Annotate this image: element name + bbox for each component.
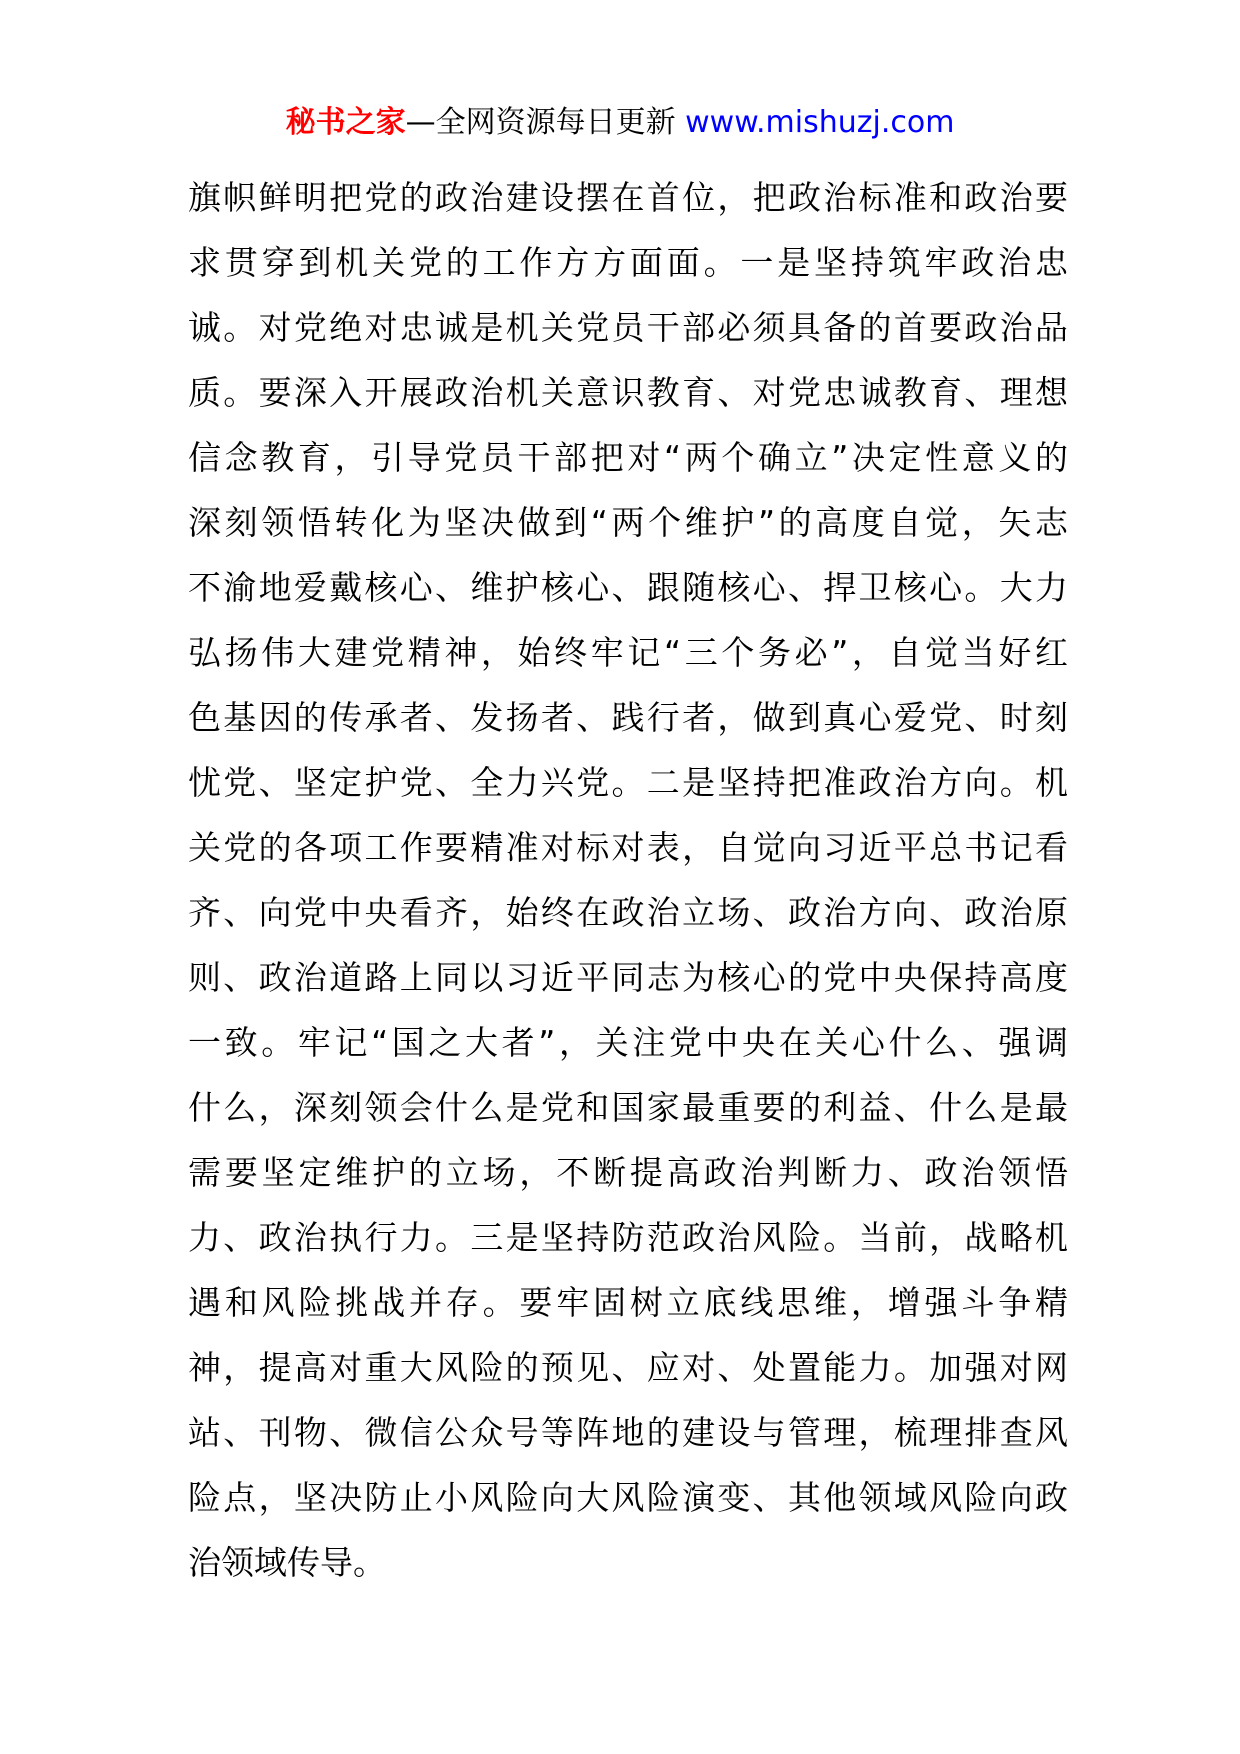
body-line: 弘扬伟大建党精神，始终牢记“三个务必”，自觉当好红 (188, 633, 1068, 672)
document-body (188, 165, 1068, 1595)
page-header (0, 103, 1240, 143)
body-line: 站、刊物、微信公众号等阵地的建设与管理，梳理排查风 (188, 1413, 1068, 1452)
body-line: 什么，深刻领会什么是党和国家最重要的利益、什么是最 (188, 1088, 1068, 1127)
body-line: 齐、向党中央看齐，始终在政治立场、政治方向、政治原 (188, 893, 1068, 932)
header-tagline: —全网资源每日更新 (405, 105, 676, 140)
body-line: 险点，坚决防止小风险向大风险演变、其他领域风险向政 (188, 1478, 1068, 1517)
body-line: 一致。牢记“国之大者”，关注党中央在关心什么、强调 (188, 1023, 1068, 1062)
body-line: 质。要深入开展政治机关意识教育、对党忠诚教育、理想 (188, 373, 1068, 412)
body-line: 忧党、坚定护党、全力兴党。二是坚持把准政治方向。机 (188, 763, 1068, 802)
body-line: 神，提高对重大风险的预见、应对、处置能力。加强对网 (188, 1348, 1068, 1387)
body-line: 深刻领悟转化为坚决做到“两个维护”的高度自觉，矢志 (188, 503, 1068, 542)
body-line: 则、政治道路上同以习近平同志为核心的党中央保持高度 (188, 958, 1068, 997)
body-line: 旗帜鲜明把党的政治建设摆在首位，把政治标准和政治要 (188, 178, 1068, 217)
website-link[interactable]: www.mishuzj.com (685, 105, 955, 140)
brand-name: 秘书之家 (285, 105, 406, 140)
body-line: 力、政治执行力。三是坚持防范政治风险。当前，战略机 (188, 1218, 1068, 1257)
body-line: 需要坚定维护的立场，不断提高政治判断力、政治领悟 (188, 1153, 1068, 1192)
body-line: 求贯穿到机关党的工作方方面面。一是坚持筑牢政治忠 (188, 243, 1068, 282)
body-line: 遇和风险挑战并存。要牢固树立底线思维，增强斗争精 (188, 1283, 1068, 1322)
body-line: 诚。对党绝对忠诚是机关党员干部必须具备的首要政治品 (188, 308, 1068, 347)
body-line: 信念教育，引导党员干部把对“两个确立”决定性意义的 (188, 438, 1068, 477)
body-line: 色基因的传承者、发扬者、践行者，做到真心爱党、时刻 (188, 698, 1068, 737)
body-line: 治领域传导。 (188, 1543, 386, 1582)
body-line: 关党的各项工作要精准对标对表，自觉向习近平总书记看 (188, 828, 1068, 867)
body-line: 不渝地爱戴核心、维护核心、跟随核心、捍卫核心。大力 (188, 568, 1068, 607)
